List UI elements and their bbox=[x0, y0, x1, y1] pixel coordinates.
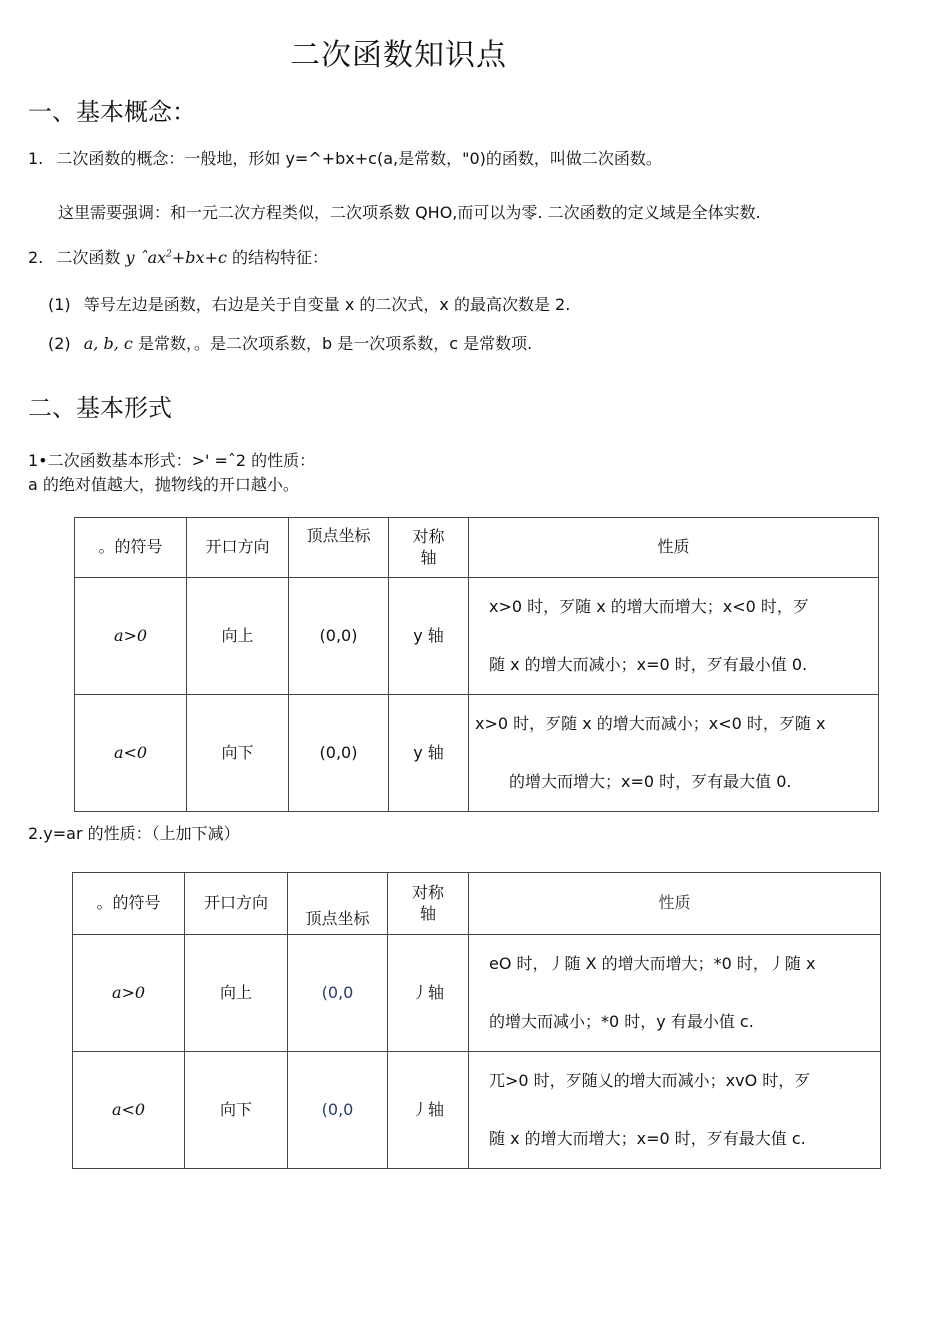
cell-vertex: (0,0) bbox=[289, 695, 389, 812]
table-header-row bbox=[75, 518, 879, 578]
item2-pre: 二次函数 bbox=[56, 248, 121, 267]
cell-axis: y 轴 bbox=[389, 695, 469, 812]
item2-formula-rest: +bx+c bbox=[171, 248, 227, 267]
cell-property bbox=[469, 578, 879, 695]
cell-property bbox=[469, 1052, 881, 1169]
item1 bbox=[28, 146, 662, 169]
sub-item-1-text: 等号左边是函数，右边是关于自变量 x 的二次式，x 的最高次数是 2. bbox=[83, 295, 571, 314]
cell-direction: 向上 bbox=[187, 578, 289, 695]
header-vertex: 顶点坐标 bbox=[289, 518, 389, 578]
section1-heading: 一、基本概念： bbox=[28, 98, 196, 126]
header-sign: 。的符号 bbox=[75, 518, 187, 578]
header-direction: 开口方向 bbox=[187, 518, 289, 578]
cell-vertex: (0,0 bbox=[288, 1052, 388, 1169]
header-sign: 。的符号 bbox=[73, 873, 185, 935]
sub-item-2-text: 是常数，。是二次项系数，b 是一次项系数，c 是常数项. bbox=[137, 334, 533, 353]
header-axis: 对称轴 bbox=[389, 518, 469, 578]
header-axis: 对称轴 bbox=[388, 873, 469, 935]
form1-line2: a 的绝对值越大，抛物线的开口越小。 bbox=[28, 475, 299, 494]
property-line-2: 的增大而减小；*0 时，y 有最小值 c. bbox=[489, 1012, 754, 1031]
sub-item-2-abc: a, b, c bbox=[83, 334, 133, 353]
properties-table-1 bbox=[74, 517, 879, 812]
sub-item-2-number: (2) bbox=[48, 334, 71, 353]
form2-line: 2.y=ar 的性质：（上加下减） bbox=[28, 824, 240, 843]
cell-direction: 向下 bbox=[185, 1052, 288, 1169]
item1-text: 二次函数的概念：一般地，形如 y=^+bx+c(a,是常数，"0)的函数，叫做二次函数。 bbox=[56, 149, 662, 168]
header-property: 性质 bbox=[469, 518, 879, 578]
item1-note: 这里需要强调：和一元二次方程类似，二次项系数 QHO,而可以为零. 二次函数的定义域是全体实数. bbox=[58, 203, 761, 222]
cell-direction: 向上 bbox=[185, 935, 288, 1052]
cell-direction: 向下 bbox=[187, 695, 289, 812]
cell-axis: y 轴 bbox=[389, 578, 469, 695]
sub-item-1-number: (1) bbox=[48, 295, 71, 314]
table-row bbox=[73, 1052, 881, 1169]
form1-line1: 1•二次函数基本形式：>' =ˆ2 的性质： bbox=[28, 451, 316, 470]
table-header-row bbox=[73, 873, 881, 935]
property-line-1: x>0 时，歹随 x 的增大而增大；x<0 时，歹 bbox=[489, 597, 809, 616]
section2-heading: 二、基本形式 bbox=[28, 394, 172, 422]
cell-vertex: (0,0) bbox=[289, 578, 389, 695]
property-line-2: 的增大而增大；x=0 时，歹有最大值 0. bbox=[509, 772, 792, 791]
sub-item-1 bbox=[48, 292, 570, 315]
cell-sign: a<0 bbox=[75, 695, 187, 812]
item2-formula-sup: 2 bbox=[166, 249, 172, 260]
cell-property bbox=[469, 695, 879, 812]
header-vertex: 顶点坐标 bbox=[288, 873, 388, 935]
cell-vertex: (0,0 bbox=[288, 935, 388, 1052]
property-line-1: 兀>0 时，歹随乂的增大而减小；xvO 时，歹 bbox=[489, 1071, 811, 1090]
item2 bbox=[28, 245, 328, 268]
page-title: 二次函数知识点 bbox=[290, 38, 507, 73]
cell-sign: a<0 bbox=[73, 1052, 185, 1169]
table-row bbox=[75, 695, 879, 812]
property-line-1: eO 时，丿随 X 的增大而增大；*0 时，丿随 x bbox=[489, 954, 816, 973]
item2-formula: y ˆax bbox=[125, 248, 167, 267]
cell-axis: 丿轴 bbox=[388, 1052, 469, 1169]
property-line-2: 随 x 的增大而减小；x=0 时，歹有最小值 0. bbox=[489, 655, 808, 674]
property-line-1: x>0 时，歹随 x 的增大而减小；x<0 时，歹随 x bbox=[475, 714, 826, 733]
properties-table-2 bbox=[72, 872, 881, 1169]
item1-number: 1. bbox=[28, 149, 44, 168]
header-direction: 开口方向 bbox=[185, 873, 288, 935]
table-row bbox=[73, 935, 881, 1052]
property-line-2: 随 x 的增大而增大；x=0 时，歹有最大值 c. bbox=[489, 1129, 806, 1148]
item2-number: 2. bbox=[28, 248, 44, 267]
header-property: 性质 bbox=[469, 873, 881, 935]
sub-item-2 bbox=[48, 331, 532, 354]
cell-sign: a>0 bbox=[73, 935, 185, 1052]
cell-sign: a>0 bbox=[75, 578, 187, 695]
table-row bbox=[75, 578, 879, 695]
item2-post: 的结构特征： bbox=[232, 248, 329, 267]
cell-property bbox=[469, 935, 881, 1052]
cell-axis: 丿轴 bbox=[388, 935, 469, 1052]
